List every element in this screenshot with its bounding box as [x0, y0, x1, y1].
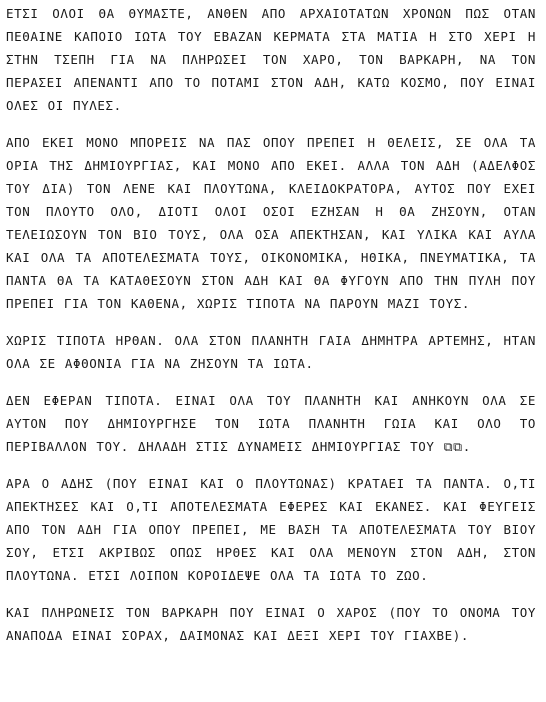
paragraph: ΕΤΣΙ ΟΛΟΙ ΘΑ ΘΥΜΑΣΤΕ, ΑΝΘΕΝ ΑΠΟ ΑΡΧΑΙΟΤΑΤΩΝ ΧΡΟΝΩΝ ΠΩΣ ΟΤΑΝ ΠΕΘΑΙΝΕ ΚΑΠΟΙΟ ΙΩΤΑ ΤΟΥ ΕΒΑΖΑΝ ΚΕΡΜΑΤΑ ΣΤΑ ΜΑΤΙΑ Η ΣΤΟ ΧΕΡΙ Η ΣΤΗΝ ΤΣΕΠΗ ΓΙΑ ΝΑ ΠΛΗΡΩΣΕΙ ΤΟΝ ΧΑΡΟ, ΤΟΝ ΒΑΡΚΑΡΗ, ΝΑ ΤΟΝ ΠΕΡΑΣΕΙ ΑΠΕΝΑΝΤΙ ΑΠΟ ΤΟ ΠΟΤΑΜΙ ΣΤΟΝ ΑΔΗ, ΚΑΤΩ ΚΟΣΜΟ, ΠΟΥ ΕΙΝΑΙ ΟΛΕΣ ΟΙ ΠΥΛΕΣ. [6, 6, 536, 113]
paragraph: ΚΑΙ ΠΛΗΡΩΝΕΙΣ ΤΟΝ ΒΑΡΚΑΡΗ ΠΟΥ ΕΙΝΑΙ Ο ΧΑΡΟΣ (ΠΟΥ ΤΟ ΟΝΟΜΑ ΤΟΥ ΑΝΑΠΟΔΑ ΕΙΝΑΙ ΣΟΡΑΧ, ΔΑΙΜΟΝΑΣ ΚΑΙ ΔΕΞΙ ΧΕΡΙ ΤΟΥ ΓΙΑΧΒΕ). [6, 605, 536, 643]
paragraph: ΧΩΡΙΣ ΤΙΠΟΤΑ ΗΡΘΑΝ. ΟΛΑ ΣΤΟΝ ΠΛΑΝΗΤΗ ΓΑΙΑ ΔΗΜΗΤΡΑ ΑΡΤΕΜΗΣ, ΗΤΑΝ ΟΛΑ ΣΕ ΑΦΘΟΝΙΑ ΓΙΑ ΝΑ ΖΗΣΟΥΝ ΤΑ ΙΩΤΑ. [6, 333, 536, 371]
document-page [6, 2, 536, 647]
paragraph: ΑΡΑ Ο ΑΔΗΣ (ΠΟΥ ΕΙΝΑΙ ΚΑΙ Ο ΠΛΟΥΤΩΝΑΣ) ΚΡΑΤΑΕΙ ΤΑ ΠΑΝΤΑ. Ο,ΤΙ ΑΠΕΚΤΗΣΕΣ ΚΑΙ Ο,ΤΙ ΑΠΟΤΕΛΕΣΜΑΤΑ ΕΦΕΡΕΣ ΚΑΙ ΕΚΑΝΕΣ. ΚΑΙ ΦΕΥΓΕΙΣ ΑΠΟ ΤΟΝ ΑΔΗ ΓΙΑ ΟΠΟΥ ΠΡΕΠΕΙ, ΜΕ ΒΑΣΗ ΤΑ ΑΠΟΤΕΛΕΣΜΑΤΑ ΤΟΥ ΒΙΟΥ ΣΟΥ, ΕΤΣΙ ΑΚΡΙΒΩΣ ΟΠΩΣ ΗΡΘΕΣ ΚΑΙ ΟΛΑ ΜΕΝΟΥΝ ΣΤΟΝ ΑΔΗ, ΣΤΟΝ ΠΛΟΥΤΩΝΑ. ΕΤΣΙ ΛΟΙΠΟΝ ΚΟΡΟΙΔΕΨΕ ΟΛΑ ΤΑ ΙΩΤΑ ΤΟ ΖΩΟ. [6, 476, 536, 583]
paragraph: ΔΕΝ ΕΦΕΡΑΝ ΤΙΠΟΤΑ. ΕΙΝΑΙ ΟΛΑ ΤΟΥ ΠΛΑΝΗΤΗ ΚΑΙ ΑΝΗΚΟΥΝ ΟΛΑ ΣΕ ΑΥΤΟΝ ΠΟΥ ΔΗΜΙΟΥΡΓΗΣΕ ΤΟΝ ΙΩΤΑ ΠΛΑΝΗΤΗ ΓΩΙΑ ΚΑΙ ΟΛΟ ΤΟ ΠΕΡΙΒΑΛΛΟΝ ΤΟΥ. ΔΗΛΑΔΗ ΣΤΙΣ ΔΥΝΑΜΕΙΣ ΔΗΜΙΟΥΡΓΙΑΣ ΤΟΥ ⧉⧉. [6, 393, 536, 454]
paragraph: ΑΠΟ ΕΚΕΙ ΜΟΝΟ ΜΠΟΡΕΙΣ ΝΑ ΠΑΣ ΟΠΟΥ ΠΡΕΠΕΙ Η ΘΕΛΕΙΣ, ΣΕ ΟΛΑ ΤΑ ΟΡΙΑ ΤΗΣ ΔΗΜΙΟΥΡΓΙΑΣ, ΚΑΙ ΜΟΝΟ ΑΠΟ ΕΚΕΙ. ΑΛΛΑ ΤΟΝ ΑΔΗ (ΑΔΕΛΦΟΣ ΤΟΥ ΔΙΑ) ΤΟΝ ΛΕΝΕ ΚΑΙ ΠΛΟΥΤΩΝΑ, ΚΛΕΙΔΟΚΡΑΤΟΡΑ, ΑΥΤΟΣ ΠΟΥ ΕΧΕΙ ΤΟΝ ΠΛΟΥΤΟ ΟΛΟ, ΔΙΟΤΙ ΟΛΟΙ ΟΣΟΙ ΕΖΗΣΑΝ Η ΘΑ ΖΗΣΟΥΝ, ΟΤΑΝ ΤΕΛΕΙΩΣΟΥΝ ΤΟΝ ΒΙΟ ΤΟΥΣ, ΟΛΑ ΟΣΑ ΑΠΕΚΤΗΣΑΝ, ΚΑΙ ΥΛΙΚΑ ΚΑΙ ΑΥΛΑ ΚΑΙ ΟΛΑ ΤΑ ΑΠΟΤΕΛΕΣΜΑΤΑ ΤΟΥΣ, ΟΙΚΟΝΟΜΙΚΑ, ΗΘΙΚΑ, ΠΝΕΥΜΑΤΙΚΑ, ΤΑ ΠΑΝΤΑ ΘΑ ΤΑ ΚΑΤΑΘΕΣΟΥΝ ΣΤΟΝ ΑΔΗ ΚΑΙ ΘΑ ΦΥΓΟΥΝ ΑΠΟ ΤΗΝ ΠΥΛΗ ΠΟΥ ΠΡΕΠΕΙ ΓΙΑ ΤΟΝ ΚΑΘΕΝΑ, ΧΩΡΙΣ ΤΙΠΟΤΑ ΝΑ ΠΑΡΟΥΝ ΜΑΖΙ ΤΟΥΣ. [6, 135, 536, 311]
